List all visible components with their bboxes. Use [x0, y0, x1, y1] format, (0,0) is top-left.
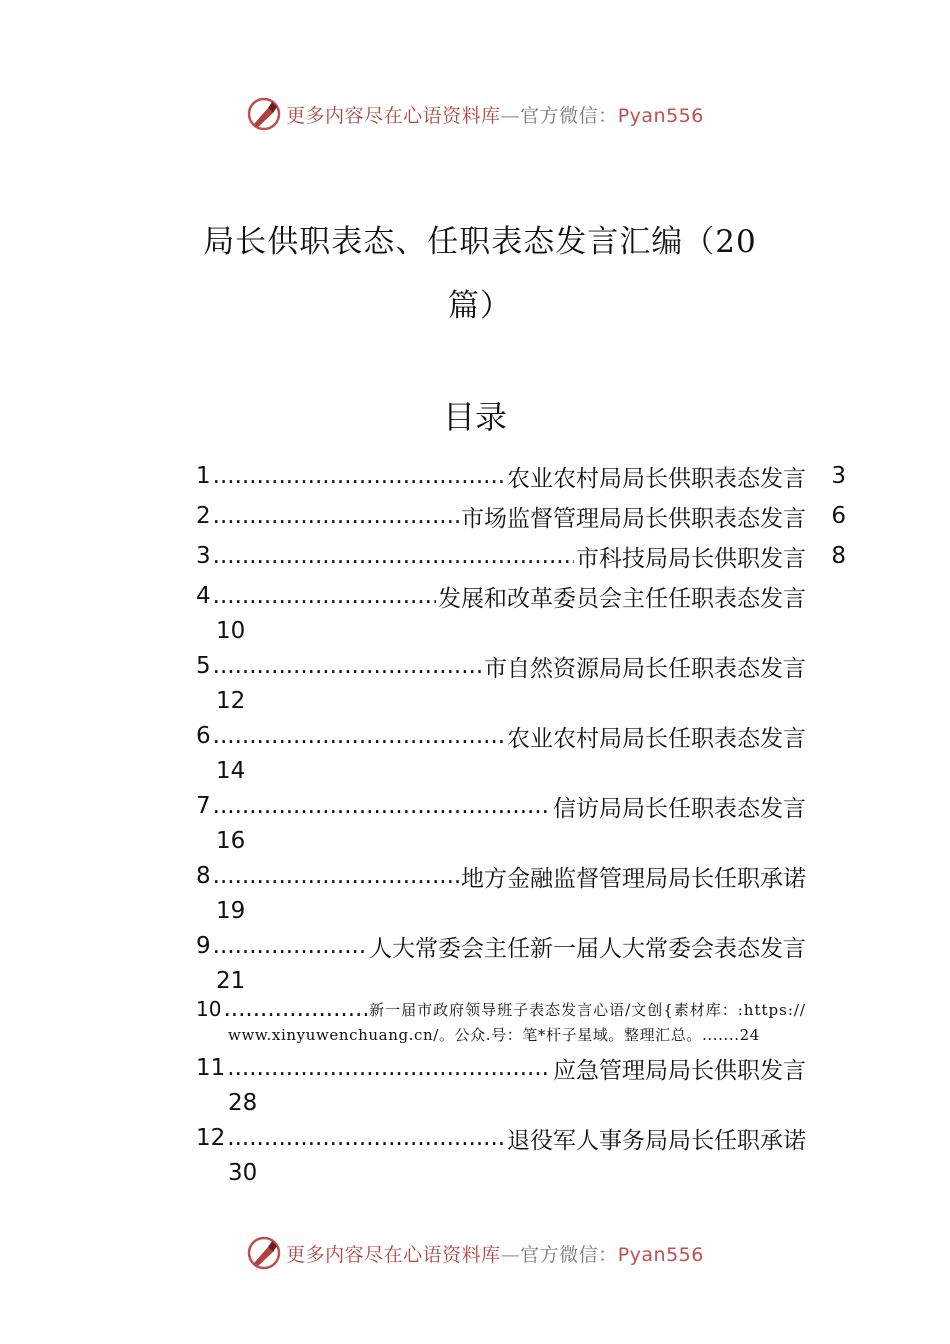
header-separator: — — [500, 104, 521, 127]
header-text — [286, 101, 704, 128]
footer-text — [286, 1240, 704, 1267]
toc-title[interactable]: 地方金融监督管理局局长任职承诺 — [461, 865, 806, 892]
footer-brand: 更多内容尽在心语资料库 — [286, 1243, 501, 1266]
toc-entry[interactable] — [196, 716, 846, 786]
toc-leader-dots — [213, 933, 367, 959]
toc-title[interactable]: 市科技局局长供职发言 — [576, 545, 806, 572]
pen-nib-logo-icon — [246, 1235, 282, 1271]
toc-page: 28 — [228, 1090, 258, 1116]
toc-title[interactable]: 发展和改革委员会主任任职表态发言 — [438, 585, 806, 612]
toc-title[interactable]: 新一届市政府领导班子表态发言心语/文创{素材库：:https:// — [369, 1000, 806, 1019]
toc-title[interactable]: 农业农村局局长供职表态发言 — [507, 465, 806, 492]
toc-number: 5 — [196, 653, 211, 679]
toc-leader-dots — [227, 1055, 551, 1081]
toc-title[interactable]: 市自然资源局局长任职表态发言 — [484, 655, 806, 682]
toc-number: 2 — [196, 503, 211, 529]
toc-leader-dots — [213, 863, 459, 889]
toc-title[interactable]: 农业农村局局长任职表态发言 — [507, 725, 806, 752]
toc-number: 7 — [196, 793, 211, 819]
toc-number: 3 — [196, 543, 211, 569]
toc-number: 8 — [196, 863, 211, 889]
title-line-2: 篇） — [448, 288, 512, 324]
header-brand: 更多内容尽在心语资料库 — [286, 104, 501, 127]
toc-page: 12 — [216, 688, 246, 714]
toc-entry[interactable] — [196, 536, 846, 576]
toc-title[interactable]: 信访局局长任职表态发言 — [553, 795, 806, 822]
header-wechat-label: 官方微信： — [520, 104, 618, 127]
toc-entry[interactable] — [196, 456, 846, 496]
footer-separator: — — [500, 1243, 521, 1266]
toc-page: 16 — [216, 828, 246, 854]
toc-leader-dots — [213, 723, 505, 749]
toc-leader-dots — [213, 503, 459, 529]
toc-page: 19 — [216, 898, 246, 924]
toc-number: 10 — [196, 997, 222, 1021]
toc-entry[interactable] — [196, 1048, 846, 1118]
toc-title-continuation[interactable]: www.xinyuwenchuang.cn/。公众.号：笔*杆子星域。整理汇总。.......24 — [228, 1026, 760, 1044]
pen-nib-logo-icon — [246, 96, 282, 132]
toc-entry[interactable] — [196, 786, 846, 856]
toc-leader-dots — [223, 996, 367, 1022]
toc-heading: 目录 — [442, 398, 507, 436]
toc-title[interactable]: 退役军人事务局局长任职承诺 — [507, 1127, 806, 1154]
header-wechat-id: Pyan556 — [617, 104, 704, 127]
toc-entry[interactable] — [196, 496, 846, 536]
toc-leader-dots — [213, 543, 574, 569]
document-title — [170, 210, 790, 338]
toc-title[interactable]: 人大常委会主任新一届人大常委会表态发言 — [369, 935, 806, 962]
toc-leader-dots — [213, 583, 436, 609]
toc-entry[interactable] — [196, 1118, 846, 1188]
toc-page: 8 — [831, 543, 846, 569]
toc-leader-dots — [213, 653, 482, 679]
toc-page: 3 — [831, 463, 846, 489]
toc-number: 12 — [196, 1125, 226, 1151]
toc-page: 21 — [216, 968, 246, 994]
footer-wechat-id: Pyan556 — [617, 1243, 704, 1266]
toc-number: 9 — [196, 933, 211, 959]
toc-leader-dots — [213, 463, 505, 489]
toc-number: 6 — [196, 723, 211, 749]
toc-title[interactable]: 市场监督管理局局长供职表态发言 — [461, 505, 806, 532]
toc-title[interactable]: 应急管理局局长供职发言 — [553, 1057, 806, 1084]
toc-leader-dots — [227, 1125, 505, 1151]
toc-page: 6 — [831, 503, 846, 529]
toc-number: 1 — [196, 463, 211, 489]
toc-page: 14 — [216, 758, 246, 784]
toc-leader-dots — [213, 793, 551, 819]
table-of-contents — [196, 456, 846, 1188]
header-banner — [0, 94, 950, 134]
footer-banner — [0, 1233, 950, 1273]
toc-entry[interactable] — [196, 646, 846, 716]
toc-number: 11 — [196, 1055, 226, 1081]
toc-entry[interactable] — [196, 856, 846, 926]
toc-entry[interactable] — [196, 926, 846, 996]
toc-entry[interactable] — [196, 576, 846, 646]
title-line-1: 局长供职表态、任职表态发言汇编（20 — [203, 224, 757, 260]
footer-wechat-label: 官方微信： — [520, 1243, 618, 1266]
toc-page: 30 — [228, 1160, 258, 1186]
toc-page: 10 — [216, 618, 246, 644]
toc-entry[interactable] — [196, 996, 846, 1048]
toc-number: 4 — [196, 583, 211, 609]
